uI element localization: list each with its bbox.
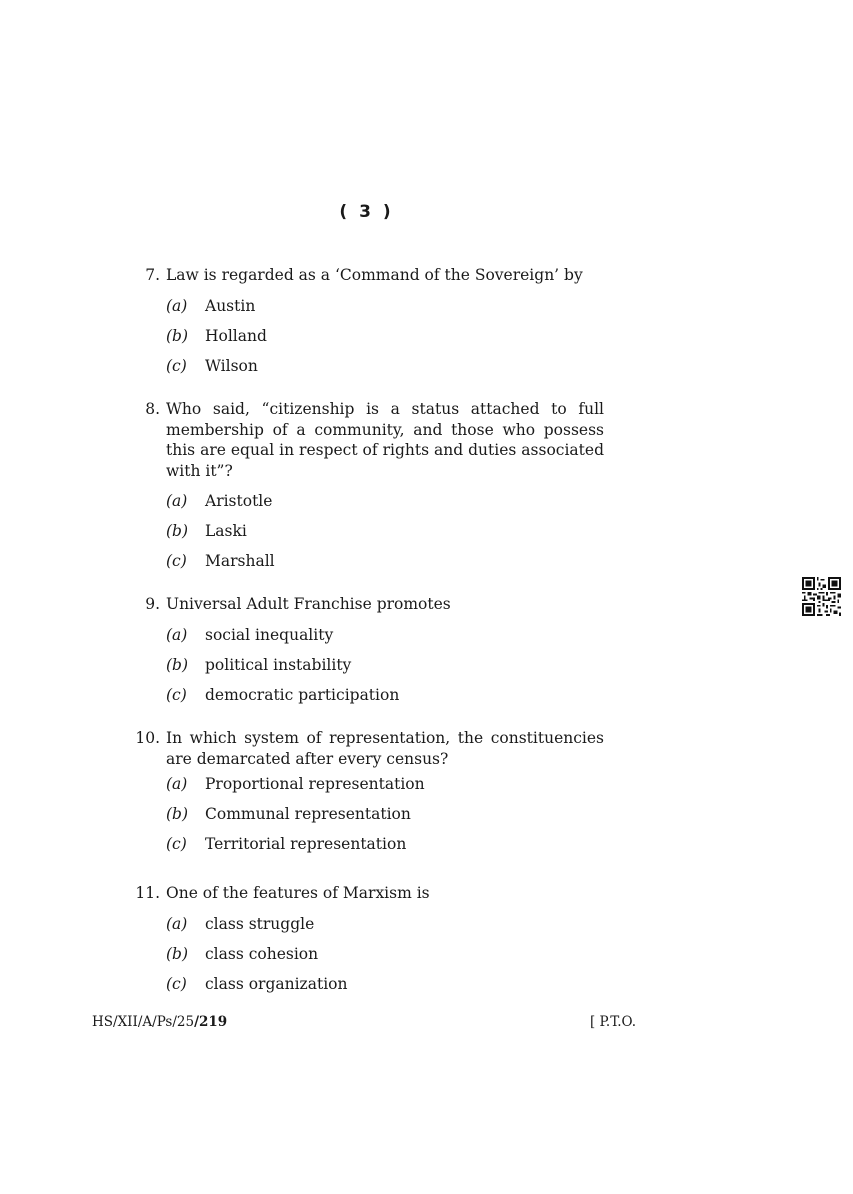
- question-11: [128, 883, 604, 999]
- option-b: (b) class cohesion: [166, 944, 319, 963]
- option-a: (a) Proportional representation: [166, 775, 425, 793]
- option-b: (b) Holland: [166, 326, 267, 345]
- question-number: 9.: [145, 595, 160, 613]
- question-text: Who said, “citizenship is a status attached to full membership of a community, and those who possess this are equal in respect of rights and duties associated with it”?: [166, 400, 604, 480]
- question-number: 10.: [135, 729, 160, 747]
- question-number: 7.: [145, 266, 160, 284]
- question-8: [128, 399, 604, 576]
- question-9: [128, 594, 604, 710]
- question-text: Universal Adult Franchise promotes: [166, 595, 451, 613]
- option-c: (c) Wilson: [166, 356, 258, 375]
- option-a: (a) class struggle: [166, 914, 315, 933]
- option-c: (c) class organization: [166, 974, 348, 993]
- pto-label: [ P.T.O.: [590, 1014, 637, 1030]
- option-b: (b) political instability: [166, 655, 352, 674]
- question-text: Law is regarded as a ‘Command of the Sovereign’ by: [166, 266, 583, 284]
- option-b: (b) Laski: [166, 522, 247, 540]
- option-b: (b) Communal representation: [166, 805, 411, 823]
- question-7: [128, 265, 604, 381]
- page-number: ( 3 ): [339, 202, 394, 222]
- question-number: 11.: [135, 884, 160, 902]
- question-text: In which system of representation, the constituencies are demarcated after every census?: [166, 729, 604, 768]
- option-c: (c) Marshall: [166, 552, 275, 570]
- option-a: (a) Aristotle: [166, 492, 273, 510]
- option-c: (c) democratic participation: [166, 685, 400, 704]
- paper-code: HS/XII/A/Ps/25/219: [92, 1014, 228, 1030]
- question-text: One of the features of Marxism is: [166, 884, 430, 902]
- question-10: [128, 728, 604, 859]
- option-a: (a) Austin: [166, 296, 256, 315]
- option-c: (c) Territorial representation: [166, 835, 407, 853]
- option-a: (a) social inequality: [166, 625, 334, 644]
- question-number: 8.: [145, 400, 160, 418]
- qr-code-icon: [802, 577, 841, 616]
